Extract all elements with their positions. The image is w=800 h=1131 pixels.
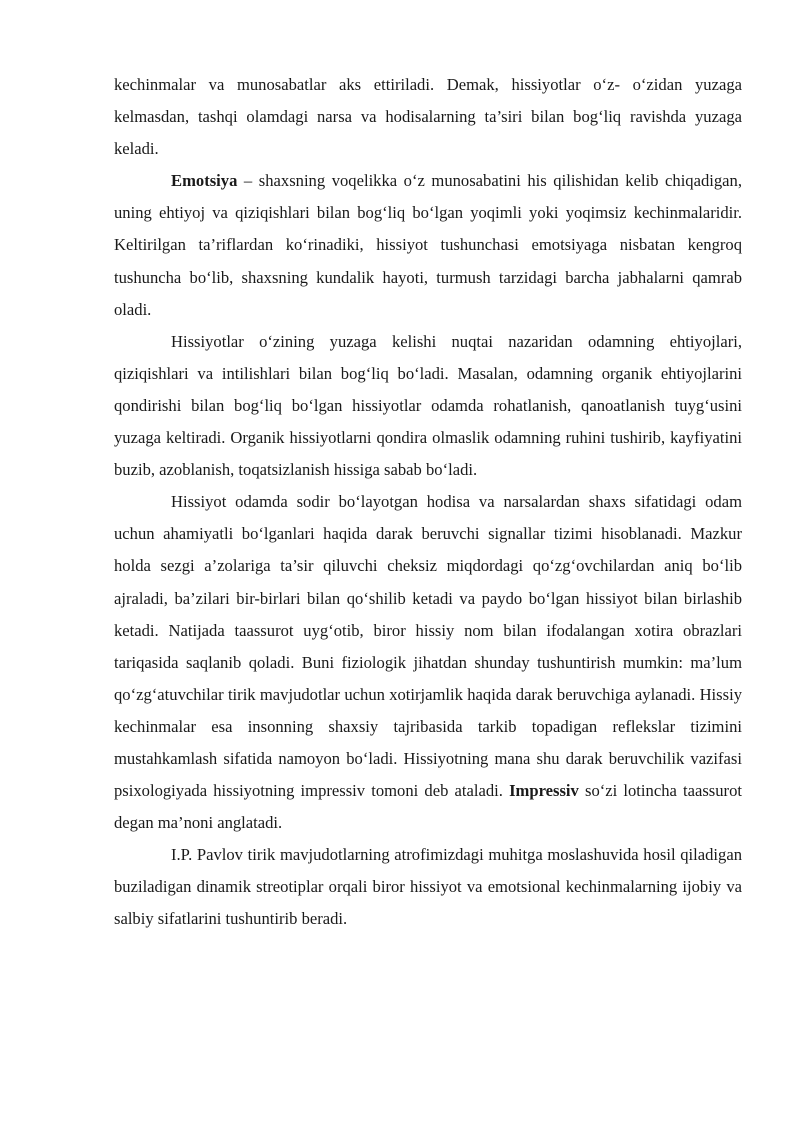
paragraph-1-text: kechinmalar va munosabatlar aks ettiriladi. Demak, hissiyotlar o‘z- o‘zidan yuzaga kelmasdan, tashqi olamdagi narsa va hodisalarning ta’siri bilan bog‘liq ravishda yuzaga keladi. [114, 75, 742, 159]
term-impressiv: Impressiv [509, 781, 579, 801]
paragraph-2 [114, 165, 742, 325]
document-page [114, 69, 742, 936]
paragraph-4-tail: so‘zi lotincha taassurot degan ma’noni anglatadi. [114, 781, 742, 833]
paragraph-4 [114, 486, 742, 839]
paragraph-5 [114, 839, 742, 935]
term-emotsiya: Emotsiya [171, 171, 238, 191]
paragraph-4-text: Hissiyot odamda sodir bo‘layotgan hodisa va narsalardan shaxs sifatidagi odam uchun ahamiyatli bo‘lganlari haqida darak beruvchi signallar tizimi hisoblanadi. Mazkur holda sezgi a’zolariga ta’sir qiluvchi cheksiz miqdordagi qo‘zg‘ovchilardan aniq bo‘lib ajraladi, ba’zilari bir-birlari bilan qo‘shilib ketadi va paydo bo‘lgan hissiyot bilan birlashib ketadi. Natijada taassurot uyg‘otib, biror hissiy nom bilan ifodalangan xotira obrazlari tariqasida saqlanib qoladi. Buni fiziologik jihatdan shunday tushuntirish mumkin: ma’lum qo‘zg‘atuvchilar tirik mavjudotlar uchun xotirjamlik haqida darak beruvchiga aylanadi. Hissiy kechinmalar esa insonning shaxsiy tajribasida tarkib topadigan reflekslar tizimini mustahkamlash sifatida namoyon bo‘ladi. Hissiyotning mana shu darak beruvchilik vazifasi psixologiyada hissiyotning impressiv tomoni deb ataladi. [114, 492, 742, 801]
paragraph-1 [114, 69, 742, 165]
paragraph-2-text: – shaxsning voqelikka o‘z munosabatini his qilishidan kelib chiqadigan, uning ehtiyoj va qiziqishlari bilan bog‘liq bo‘lgan yoqimli yoki yoqimsiz kechinmalaridir. Keltirilgan ta’riflardan ko‘rinadiki, hissiyot tushunchasi emotsiyaga nisbatan kengroq tushuncha bo‘lib, shaxsning kundalik hayoti, turmush tarzidagi barcha jabhalarni qamrab oladi. [114, 171, 742, 319]
paragraph-5-text: I.P. Pavlov tirik mavjudotlarning atrofimizdagi muhitga moslashuvida hosil qiladigan buziladigan dinamik streotiplar orqali biror hissiyot va emotsional kechinmalarning ijobiy va salbiy sifatlarini tushuntirib beradi. [114, 845, 742, 929]
paragraph-3 [114, 326, 742, 486]
paragraph-3-text: Hissiyotlar o‘zining yuzaga kelishi nuqtai nazaridan odamning ehtiyojlari, qiziqishlari va intilishlari bilan bog‘liq bo‘ladi. Masalan, odamning organik ehtiyojlarini qondirishi bilan bog‘liq bo‘lgan hissiyotlar odamda rohatlanish, qanoatlanish tuyg‘usini yuzaga keltiradi. Organik hissiyotlarni qondira olmaslik odamning ruhini tushirib, kayfiyatini buzib, azoblanish, toqatsizlanish hissiga sabab bo‘ladi. [114, 331, 742, 480]
